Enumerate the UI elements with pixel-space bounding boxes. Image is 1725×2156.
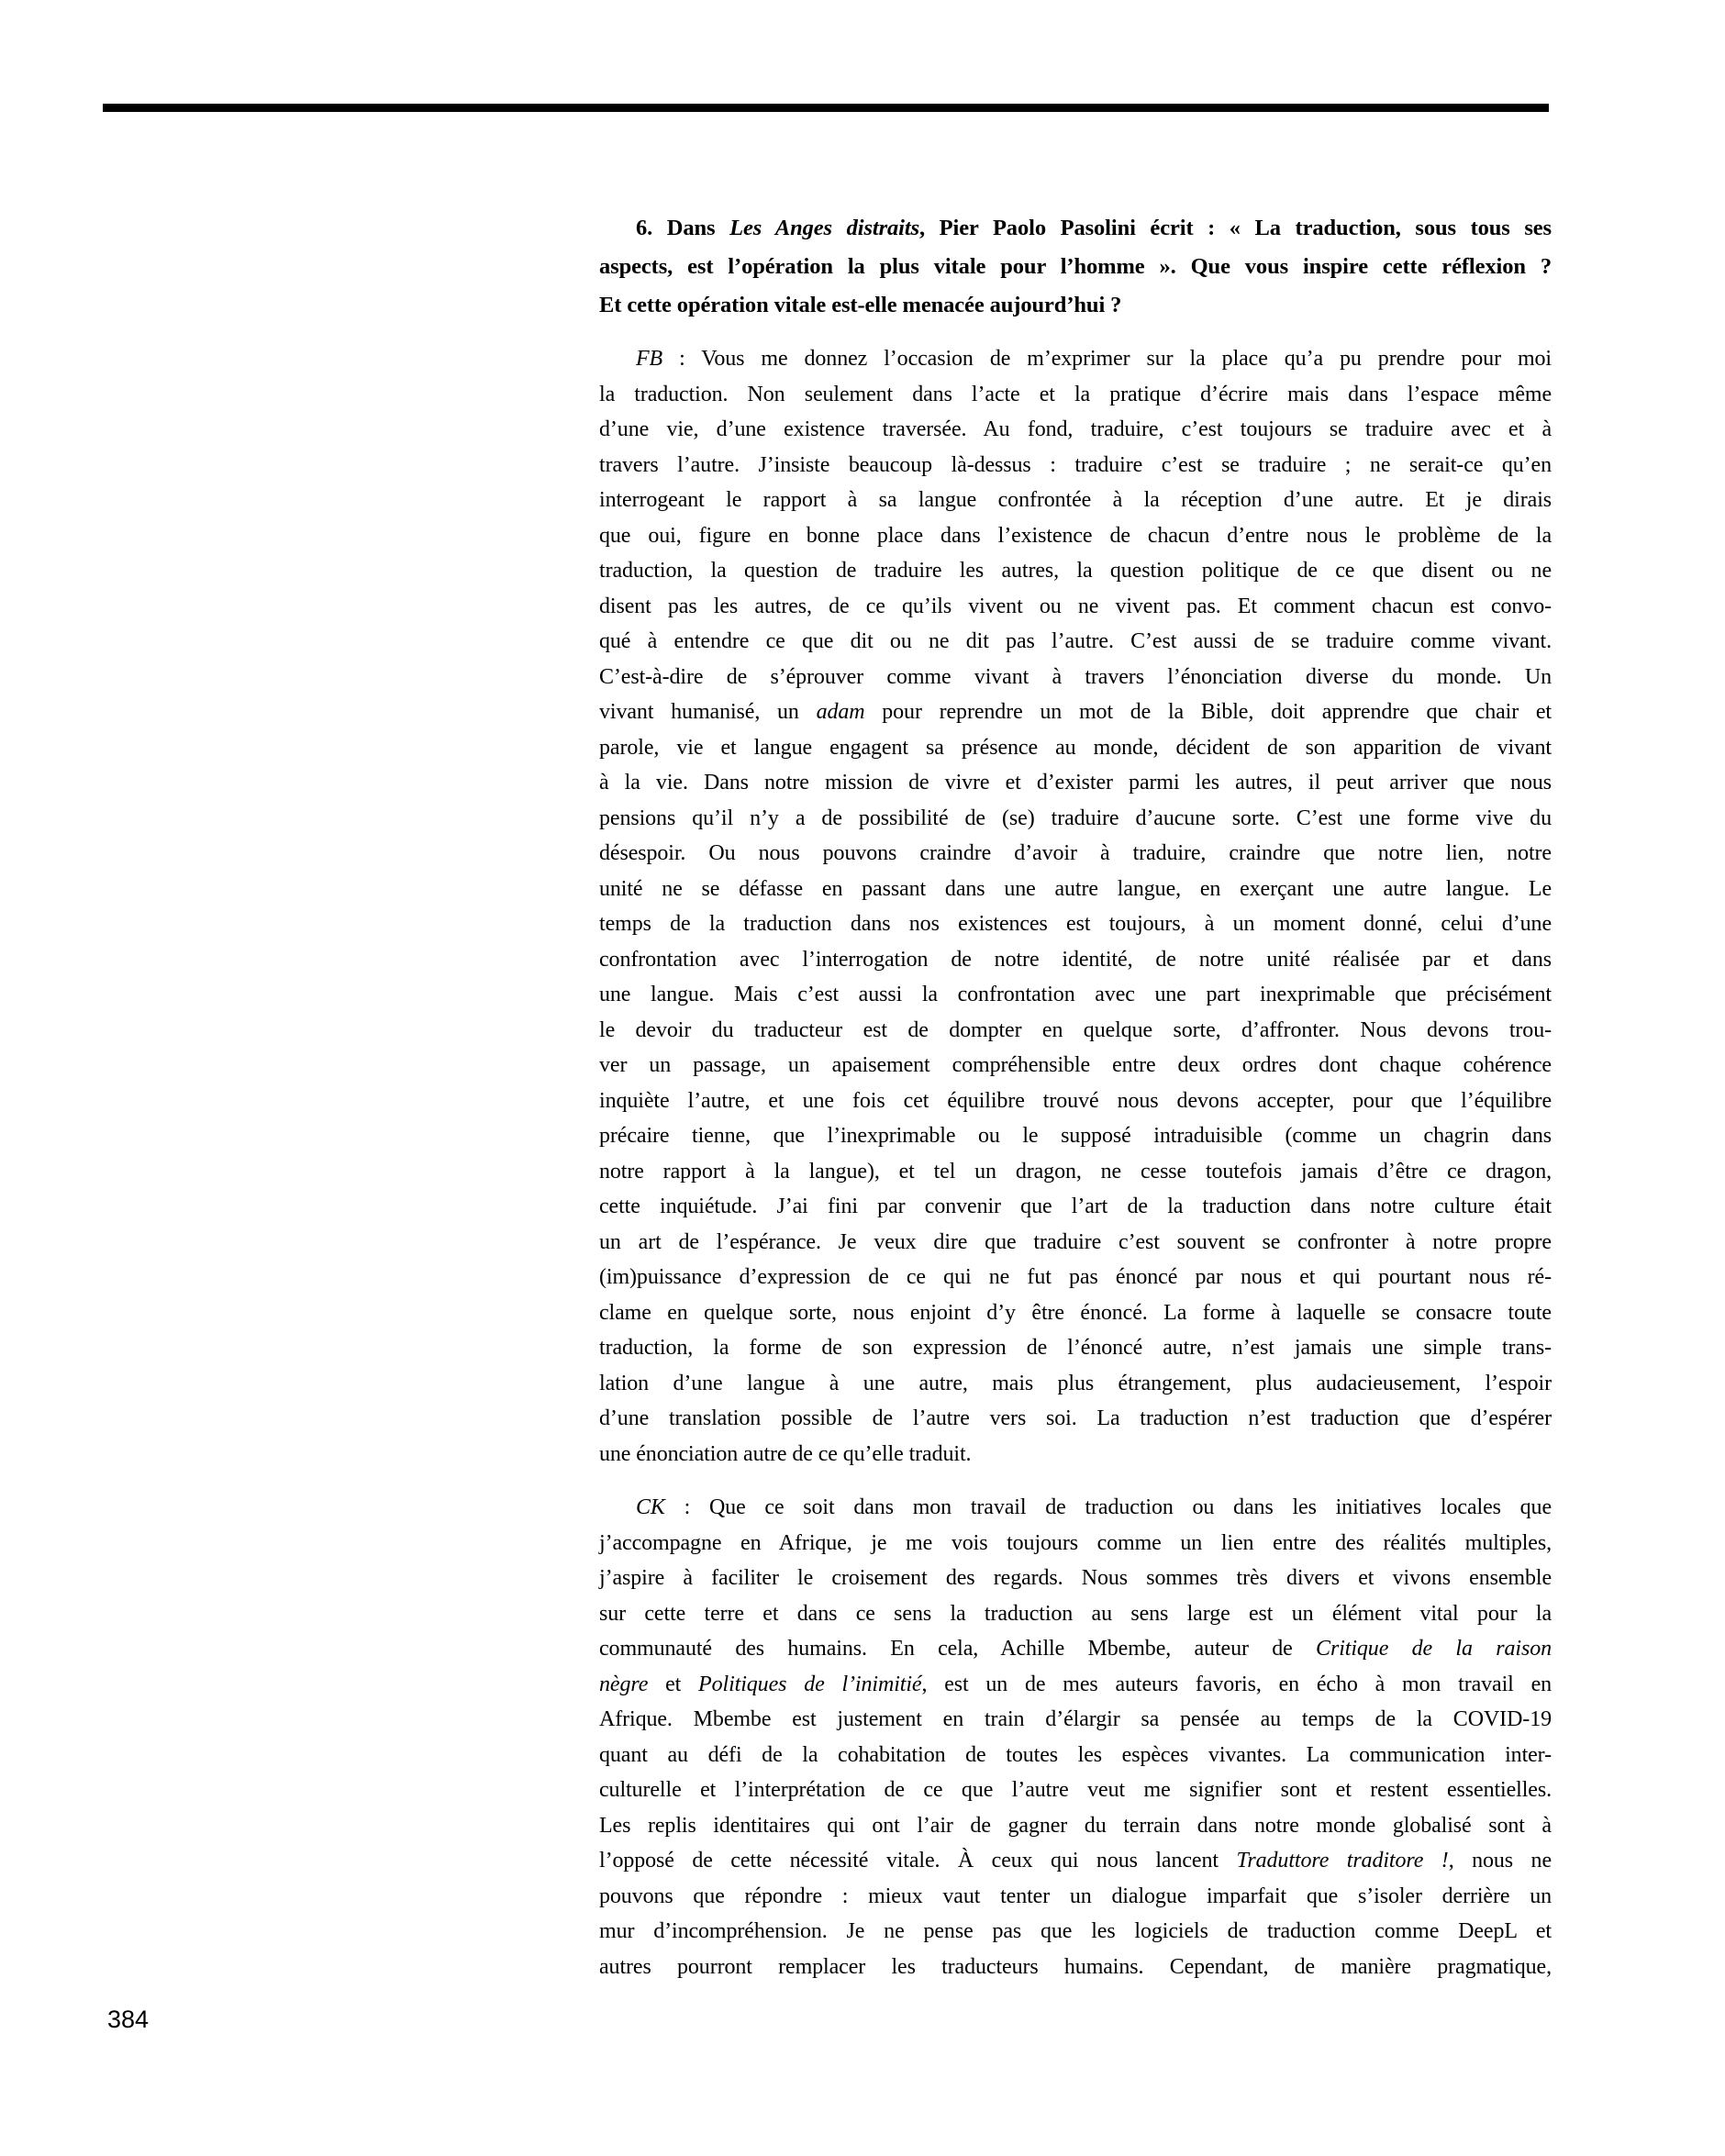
- text: le devoir du traducteur est de dompter en quelque sorte, d’affronter. Nous devons trou-: [599, 1017, 1552, 1042]
- answer-ck-line: [599, 1843, 1552, 1879]
- text: j’accompagne en Afrique, je me vois toujours comme un lien entre des réalités multiples,: [599, 1530, 1552, 1555]
- text: Afrique. Mbembe est justement en train d’élargir sa pensée au temps de la COVID-19: [599, 1707, 1552, 1731]
- answer-ck-line: [599, 1596, 1552, 1632]
- italic-text: FB: [636, 347, 663, 371]
- text-column: [599, 209, 1552, 2003]
- text: C’est-à-dire de s’éprouver comme vivant à travers l’énonciation diverse du monde. Un: [599, 664, 1552, 689]
- answer-fb-line: [599, 1330, 1552, 1366]
- text: travers l’autre. J’insiste beaucoup là-dessus : traduire c’est se traduire ; ne serait-ce qu’en: [599, 452, 1552, 477]
- answer-fb-line: [599, 1260, 1552, 1295]
- text: mur d’incompréhension. Je ne pense pas que les logiciels de traduction comme DeepL et: [599, 1919, 1552, 1943]
- answer-ck-line: [599, 1631, 1552, 1667]
- text: parole, vie et langue engagent sa présence au monde, décident de son apparition de vivant: [599, 735, 1552, 760]
- answer-fb-line: [599, 518, 1552, 554]
- answer-fb-line: [599, 341, 1552, 377]
- italic-text: Critique de la raison: [1316, 1637, 1552, 1661]
- text: disent pas les autres, de ce qu’ils vivent ou ne vivent pas. Et comment chacun est convo-: [599, 594, 1552, 618]
- answer-fb-line: [599, 695, 1552, 730]
- text: qué à entendre ce que dit ou ne dit pas l’autre. C’est aussi de se traduire comme vivant.: [599, 629, 1552, 653]
- answer-fb-line: [599, 412, 1552, 448]
- text: un art de l’espérance. Je veux dire que traduire c’est souvent se confronter à notre propre: [599, 1229, 1552, 1254]
- text: traduction, la forme de son expression de l’énoncé autre, n’est jamais une simple trans-: [599, 1336, 1552, 1360]
- text: j’aspire à faciliter le croisement des regards. Nous sommes très divers et vivons ensemble: [599, 1566, 1552, 1590]
- answer-fb-line: [599, 801, 1552, 837]
- answer-fb-line: [599, 872, 1552, 907]
- text: une langue. Mais c’est aussi la confrontation avec une part inexprimable que précisément: [599, 983, 1552, 1006]
- answer-fb-line: [599, 730, 1552, 766]
- answer-fb-line: [599, 1189, 1552, 1225]
- text: , est un de mes auteurs favoris, en écho à mon travail en: [921, 1672, 1552, 1696]
- text: culturelle et l’interprétation de ce que l’autre veut me signifier sont et restent essentielles.: [599, 1778, 1552, 1802]
- answer-fb-line: [599, 1118, 1552, 1154]
- text: confrontation avec l’interrogation de notre identité, de notre unité réalisée par et dans: [599, 947, 1552, 972]
- italic-text: Traduttore traditore !: [1236, 1849, 1449, 1873]
- answer-ck-line: [599, 1914, 1552, 1950]
- text: (im)puissance d’expression de ce qui ne fut pas énoncé par nous et qui pourtant nous ré-: [599, 1265, 1552, 1289]
- text: inquiète l’autre, et une fois cet équilibre trouvé nous devons accepter, pour que l’équilibre: [599, 1088, 1552, 1113]
- answer-fb-line: [599, 448, 1552, 483]
- italic-text: adam: [816, 700, 865, 724]
- answer-fb-line: [599, 942, 1552, 978]
- answer-ck-line: [599, 1490, 1552, 1526]
- text: que oui, figure en bonne place dans l’existence de chacun d’entre nous le problème de la: [599, 523, 1552, 548]
- text: ver un passage, un apaisement compréhensible entre deux ordres dont chaque cohérence: [599, 1053, 1552, 1077]
- answer-ck-line: [599, 1950, 1552, 1985]
- answer-ck-line: [599, 1738, 1552, 1773]
- text: la traduction. Non seulement dans l’acte et la pratique d’écrire mais dans l’espace même: [599, 382, 1552, 406]
- text: pensions qu’il n’y a de possibilité de (se) traduire d’aucune sorte. C’est une forme vive du: [599, 806, 1552, 830]
- text: notre rapport à la langue), et tel un dragon, ne cesse toutefois jamais d’être ce dragon,: [599, 1159, 1552, 1184]
- answer-ck-line: [599, 1773, 1552, 1808]
- italic-text: CK: [636, 1495, 665, 1519]
- text: à la vie. Dans notre mission de vivre et d’exister parmi les autres, il peut arriver que nous: [599, 771, 1552, 795]
- header-rule: [103, 104, 1549, 112]
- answer-fb-line: [599, 1154, 1552, 1190]
- text: aspects, est l’opération la plus vitale pour l’homme ». Que vous inspire cette réflexion ?: [599, 254, 1552, 279]
- text: pour reprendre un mot de la Bible, doit apprendre que chair et: [864, 700, 1552, 724]
- answer-fb-line: [599, 624, 1552, 660]
- answer-fb-line: [599, 1013, 1552, 1049]
- answer-ck-line: [599, 1561, 1552, 1596]
- text: désespoir. Ou nous pouvons craindre d’avoir à traduire, craindre que notre lien, notre: [599, 841, 1552, 865]
- question-6-line: [599, 209, 1552, 248]
- answer-ck-line: [599, 1526, 1552, 1561]
- text: d’une vie, d’une existence traversée. Au fond, traduire, c’est toujours se traduire avec et à: [599, 417, 1552, 441]
- text: communauté des humains. En cela, Achille Mbembe, auteur de: [599, 1637, 1317, 1661]
- answer-fb-line: [599, 1295, 1552, 1331]
- text: l’opposé de cette nécessité vitale. À ceux qui nous lancent: [599, 1849, 1237, 1873]
- answer-fb-line: [599, 836, 1552, 872]
- answer-fb-line: [599, 1084, 1552, 1119]
- answer-fb-line: [599, 660, 1552, 695]
- text: autres pourront remplacer les traducteurs humains. Cependant, de manière pragmatique,: [599, 1954, 1552, 1979]
- text: : Vous me donnez l’occasion de m’exprimer sur la place qu’a pu prendre pour moi: [662, 347, 1552, 371]
- text: Et cette opération vitale est-elle menacée aujourd’hui ?: [599, 293, 1122, 317]
- answer-ck-line: [599, 1667, 1552, 1703]
- text: lation d’une langue à une autre, mais plus étrangement, plus audacieusement, l’espoir: [599, 1371, 1552, 1395]
- text: , nous ne: [1448, 1849, 1552, 1873]
- text: interrogeant le rapport à sa langue confrontée à la réception d’une autre. Et je dirais: [599, 488, 1552, 512]
- text: et: [648, 1672, 699, 1696]
- answer-fb-line: [599, 1048, 1552, 1084]
- text: temps de la traduction dans nos existences est toujours, à un moment donné, celui d’une: [599, 912, 1552, 936]
- text: une énonciation autre de ce qu’elle traduit.: [599, 1441, 972, 1466]
- answer-fb-line: [599, 1225, 1552, 1261]
- text: d’une translation possible de l’autre vers soi. La traduction n’est traduction que d’espérer: [599, 1406, 1552, 1430]
- italic-text: Les Anges distraits: [729, 216, 920, 240]
- text: traduction, la question de traduire les autres, la question politique de ce que disent ou ne: [599, 559, 1552, 583]
- text: 6. Dans: [636, 216, 730, 240]
- page-number: 384: [107, 2006, 150, 2033]
- text: : Que ce soit dans mon travail de traduction ou dans les initiatives locales que: [664, 1495, 1552, 1519]
- answer-fb-line: [599, 906, 1552, 942]
- answer-fb-line: [599, 589, 1552, 625]
- text: clame en quelque sorte, nous enjoint d’y être énoncé. La forme à laquelle se consacre toute: [599, 1300, 1552, 1325]
- answer-fb-line: [599, 1366, 1552, 1402]
- text: sur cette terre et dans ce sens la traduction au sens large est un élément vital pour la: [599, 1601, 1552, 1626]
- text: quant au défi de la cohabitation de toutes les espèces vivantes. La communication inter-: [599, 1742, 1552, 1767]
- answer-fb-line: [599, 1401, 1552, 1437]
- answer-fb-line: [599, 977, 1552, 1013]
- question-6: [599, 209, 1552, 325]
- answer-ck-line: [599, 1879, 1552, 1915]
- answer-ck-line: [599, 1808, 1552, 1844]
- answer-fb-line: [599, 765, 1552, 801]
- italic-text: Politiques de l’inimitié: [698, 1672, 922, 1696]
- answer-fb-line: [599, 1437, 1552, 1473]
- text: précaire tienne, que l’inexprimable ou le supposé intraduisible (comme un chagrin dans: [599, 1124, 1552, 1148]
- text: vivant humanisé, un: [599, 700, 817, 724]
- question-6-line: [599, 286, 1552, 325]
- answer-ck: [599, 1490, 1552, 1984]
- italic-text: nègre: [599, 1672, 649, 1696]
- text: unité ne se défasse en passant dans une autre langue, en exerçant une autre langue. Le: [599, 876, 1552, 901]
- text: , Pier Paolo Pasolini écrit : « La traduction, sous tous ses: [919, 216, 1552, 240]
- text: cette inquiétude. J’ai fini par convenir que l’art de la traduction dans notre culture était: [599, 1195, 1552, 1218]
- text: pouvons que répondre : mieux vaut tenter un dialogue imparfait que s’isoler derrière un: [599, 1884, 1552, 1908]
- text: Les replis identitaires qui ont l’air de gagner du terrain dans notre monde globalisé sont à: [599, 1813, 1552, 1838]
- answer-fb: [599, 341, 1552, 1472]
- answer-ck-line: [599, 1702, 1552, 1738]
- answer-fb-line: [599, 553, 1552, 589]
- answer-fb-line: [599, 483, 1552, 518]
- answer-fb-line: [599, 377, 1552, 413]
- question-6-line: [599, 248, 1552, 286]
